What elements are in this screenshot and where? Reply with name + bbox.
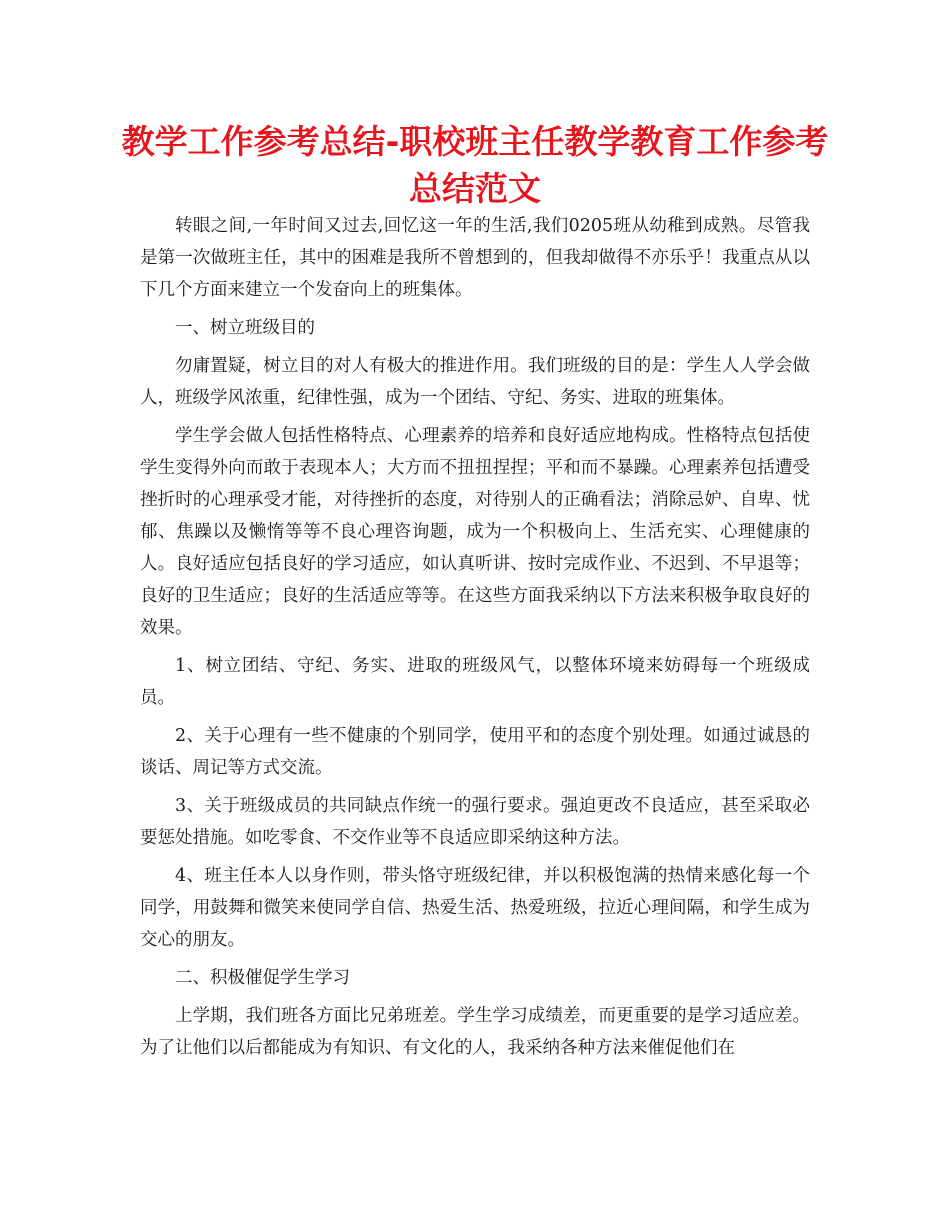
document-body [140,210,810,1064]
section-heading-1: 一、树立班级目的 [175,318,315,338]
list-item: 2、关于心理有一些不健康的个别同学，使用平和的态度个别处理。如通过诚恳的谈话、周记等方式交流。 [140,726,810,778]
paragraph: 勿庸置疑，树立目的对人有极大的推进作用。我们班级的目的是：学生人人学会做人，班级学风浓重，纪律性强，成为一个团结、守纪、务实、进取的班集体。 [140,356,810,408]
section-heading-2: 二、积极催促学生学习 [175,968,350,988]
list-item: 1、树立团结、守纪、务实、进取的班级风气，以整体环境来妨碍每一个班级成员。 [140,656,810,708]
document-title: 教学工作参考总结-职校班主任教学教育工作参考总结范文 [121,122,829,208]
paragraph: 上学期，我们班各方面比兄弟班差。学生学习成绩差，而更重要的是学习适应差。为了让他们以后都能成为有知识、有文化的人，我采纳各种方法来催促他们在 [140,1006,810,1058]
paragraph-intro: 转眼之间,一年时间又过去,回忆这一年的生活,我们0205班从幼稚到成熟。尽管我是第一次做班主任，其中的困难是我所不曾想到的，但我却做得不亦乐乎！我重点从以下几个方面来建立一个发奋向上的班集体。 [140,216,810,300]
list-item: 3、关于班级成员的共同缺点作统一的强行要求。强迫更改不良适应，甚至采取必要惩处措施。如吃零食、不交作业等不良适应即采纳这种方法。 [140,796,810,848]
list-item: 4、班主任本人以身作则，带头恪守班级纪律，并以积极饱满的热情来感化每一个同学，用鼓舞和微笑来使同学自信、热爱生活、热爱班级，拉近心理间隔，和学生成为交心的朋友。 [140,866,810,950]
paragraph: 学生学会做人包括性格特点、心理素养的培养和良好适应地构成。性格特点包括使学生变得外向而敢于表现本人；大方而不扭扭捏捏；平和而不暴躁。心理素养包括遭受挫折时的心理承受才能，对待挫折的态度，对待别人的正确看法；消除忌妒、自卑、忧郁、焦躁以及懒惰等等不良心理咨询题，成为一个积极向上、生活充实、心理健康的人。良好适应包括良好的学习适应，如认真听讲、按时完成作业、不迟到、不早退等；良好的卫生适应；良好的生活适应等等。在这些方面我采纳以下方法来积极争取良好的效果。 [140,426,810,638]
